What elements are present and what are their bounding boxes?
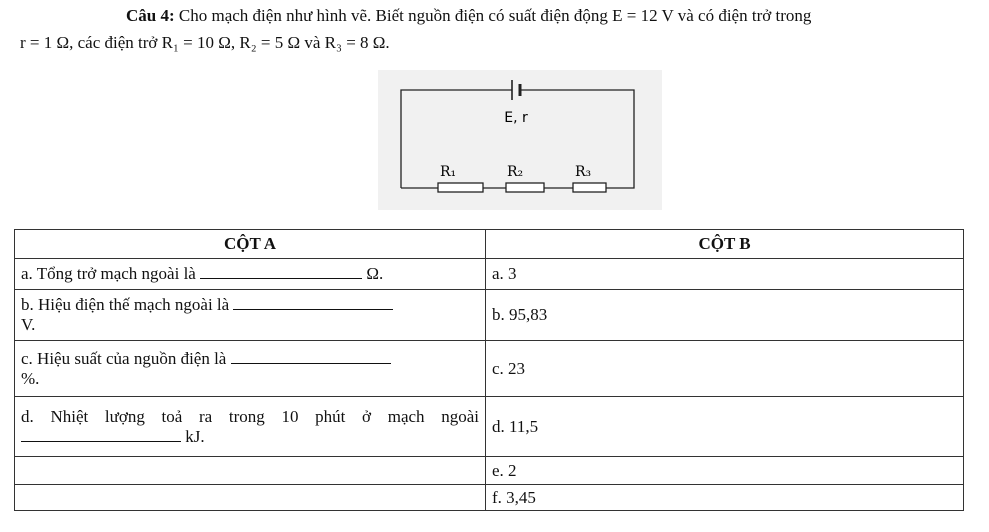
cell-b: d. 11,5 <box>486 397 964 457</box>
table-row <box>15 290 964 341</box>
answer-blank <box>21 427 181 442</box>
cell-a-text: d. Nhiệt lượng toả ra trong 10 phút ở mạch ngoài <box>21 406 479 426</box>
table-row <box>15 485 964 511</box>
answer-blank <box>231 349 391 364</box>
cell-a-text: b. Hiệu điện thế mạch ngoài là <box>21 295 230 314</box>
cell-a <box>15 341 486 397</box>
table-row <box>15 397 964 457</box>
cell-a-unit: Ω. <box>366 264 384 283</box>
resistor-r3 <box>573 183 606 192</box>
resistor-r1 <box>438 183 483 192</box>
cell-b: b. 95,83 <box>486 290 964 341</box>
table-header-row <box>15 230 964 259</box>
circuit-diagram <box>378 70 662 210</box>
table-row <box>15 457 964 485</box>
cell-a <box>15 290 486 341</box>
question-line-1 <box>126 6 811 26</box>
label-r2: R₂ <box>507 164 524 180</box>
cell-a-unit: kJ. <box>185 426 205 446</box>
cell-a <box>15 485 486 511</box>
resistor-r2 <box>506 183 544 192</box>
label-r3: R₃ <box>575 164 592 180</box>
matching-table <box>14 229 964 511</box>
cell-a <box>15 259 486 290</box>
question-line-2: r = 1 Ω, các điện trở R₁ = 10 Ω, R₂ = 5 Ω và R₃ = 8 Ω. <box>20 33 390 52</box>
cell-b: f. 3,45 <box>486 485 964 511</box>
cell-b: c. 23 <box>486 341 964 397</box>
answer-blank <box>200 264 362 279</box>
cell-b: e. 2 <box>486 457 964 485</box>
cell-a-unit: V. <box>21 315 36 334</box>
question-text-1: Cho mạch điện như hình vẽ. Biết nguồn điện có suất điện động E = 12 V và có điện trở trong <box>178 6 812 25</box>
cell-a-text: a. Tổng trở mạch ngoài là <box>21 264 196 283</box>
header-column-a: CỘT A <box>15 230 486 259</box>
cell-b: a. 3 <box>486 259 964 290</box>
cell-a <box>15 457 486 485</box>
answer-blank <box>233 295 393 310</box>
table-row <box>15 259 964 290</box>
question-number: Câu 4: <box>126 6 175 25</box>
cell-a-unit: %. <box>21 368 40 388</box>
cell-a-text: c. Hiệu suất của nguồn điện là <box>21 348 227 368</box>
source-label: E, r <box>504 110 528 126</box>
header-column-b: CỘT B <box>486 230 964 259</box>
table-row <box>15 341 964 397</box>
label-r1: R₁ <box>440 164 457 180</box>
cell-a <box>15 397 486 457</box>
